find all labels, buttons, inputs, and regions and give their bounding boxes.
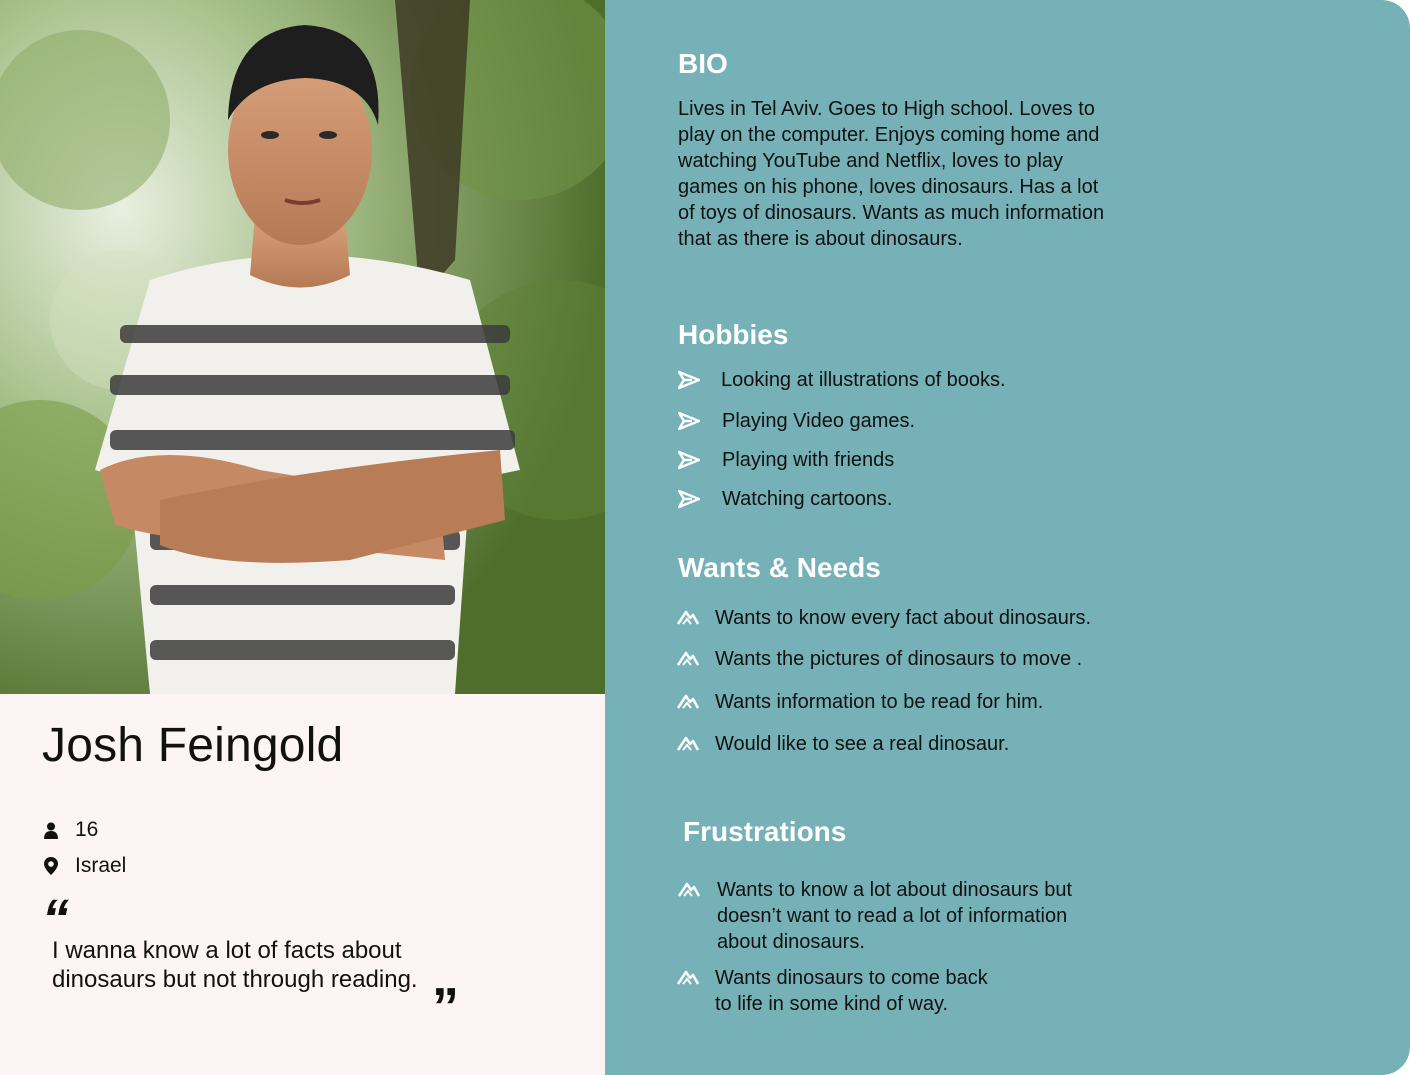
send-arrow-icon <box>678 369 700 391</box>
age-row <box>44 818 98 842</box>
persona-age: 16 <box>75 818 99 841</box>
persona-summary-panel <box>0 0 605 1075</box>
persona-details-panel <box>605 0 1410 1075</box>
want-text: Wants information to be read for him. <box>715 691 1044 713</box>
person-icon <box>44 820 64 840</box>
frustration-text: Wants to know a lot about dinosaurs but doesn’t want to read a lot of information about dinosaurs. <box>717 879 1073 953</box>
location-pin-icon <box>44 856 64 876</box>
want-text: Wants to know every fact about dinosaurs. <box>715 607 1092 629</box>
close-quote-mark: ” <box>432 977 459 1037</box>
hobbies-heading: Hobbies <box>678 319 789 350</box>
location-row <box>44 854 126 878</box>
mountain-peak-icon <box>677 691 699 713</box>
hobby-text: Looking at illustrations of books. <box>721 369 1006 391</box>
hobby-item <box>678 486 892 512</box>
frustrations-heading: Frustrations <box>683 816 847 847</box>
want-item <box>677 689 1043 715</box>
persona-name: Josh Feingold <box>42 719 344 772</box>
send-arrow-icon <box>678 488 700 510</box>
send-arrow-icon <box>678 449 700 471</box>
want-item <box>677 731 1009 757</box>
mountain-peak-icon <box>677 607 699 629</box>
frustration-item <box>677 965 988 1017</box>
hobby-item <box>678 447 894 473</box>
bio-heading: BIO <box>678 48 728 79</box>
want-item <box>677 646 1082 672</box>
frustration-item <box>678 877 1072 955</box>
persona-photo <box>0 0 605 694</box>
hobby-text: Watching cartoons. <box>722 488 893 510</box>
want-item <box>677 605 1091 631</box>
open-quote-mark: “ <box>42 889 69 949</box>
wants-needs-heading: Wants & Needs <box>678 552 881 583</box>
hobby-text: Playing Video games. <box>722 410 916 432</box>
want-text: Wants the pictures of dinosaurs to move . <box>715 648 1083 670</box>
hobby-text: Playing with friends <box>722 449 895 471</box>
bio-text: Lives in Tel Aviv. Goes to High school. Loves to play on the computer. Enjoys coming home and watching YouTube and Netflix, loves to play games on his phone, loves dinosaurs. Has a lot of toys of dinosaurs. Wants as much information that as there is about dinosaurs. <box>678 98 1105 250</box>
mountain-peak-icon <box>677 967 699 989</box>
send-arrow-icon <box>678 410 700 432</box>
want-text: Would like to see a real dinosaur. <box>715 733 1010 755</box>
mountain-peak-icon <box>677 733 699 755</box>
hobby-item <box>678 367 1006 393</box>
hobby-item <box>678 408 915 434</box>
persona-location: Israel <box>75 854 127 877</box>
persona-quote: I wanna know a lot of facts about dinosaurs but not through reading. <box>52 937 418 993</box>
mountain-peak-icon <box>677 648 699 670</box>
mountain-peak-icon <box>678 879 700 901</box>
frustration-text: Wants dinosaurs to come back to life in some kind of way. <box>715 967 988 1015</box>
